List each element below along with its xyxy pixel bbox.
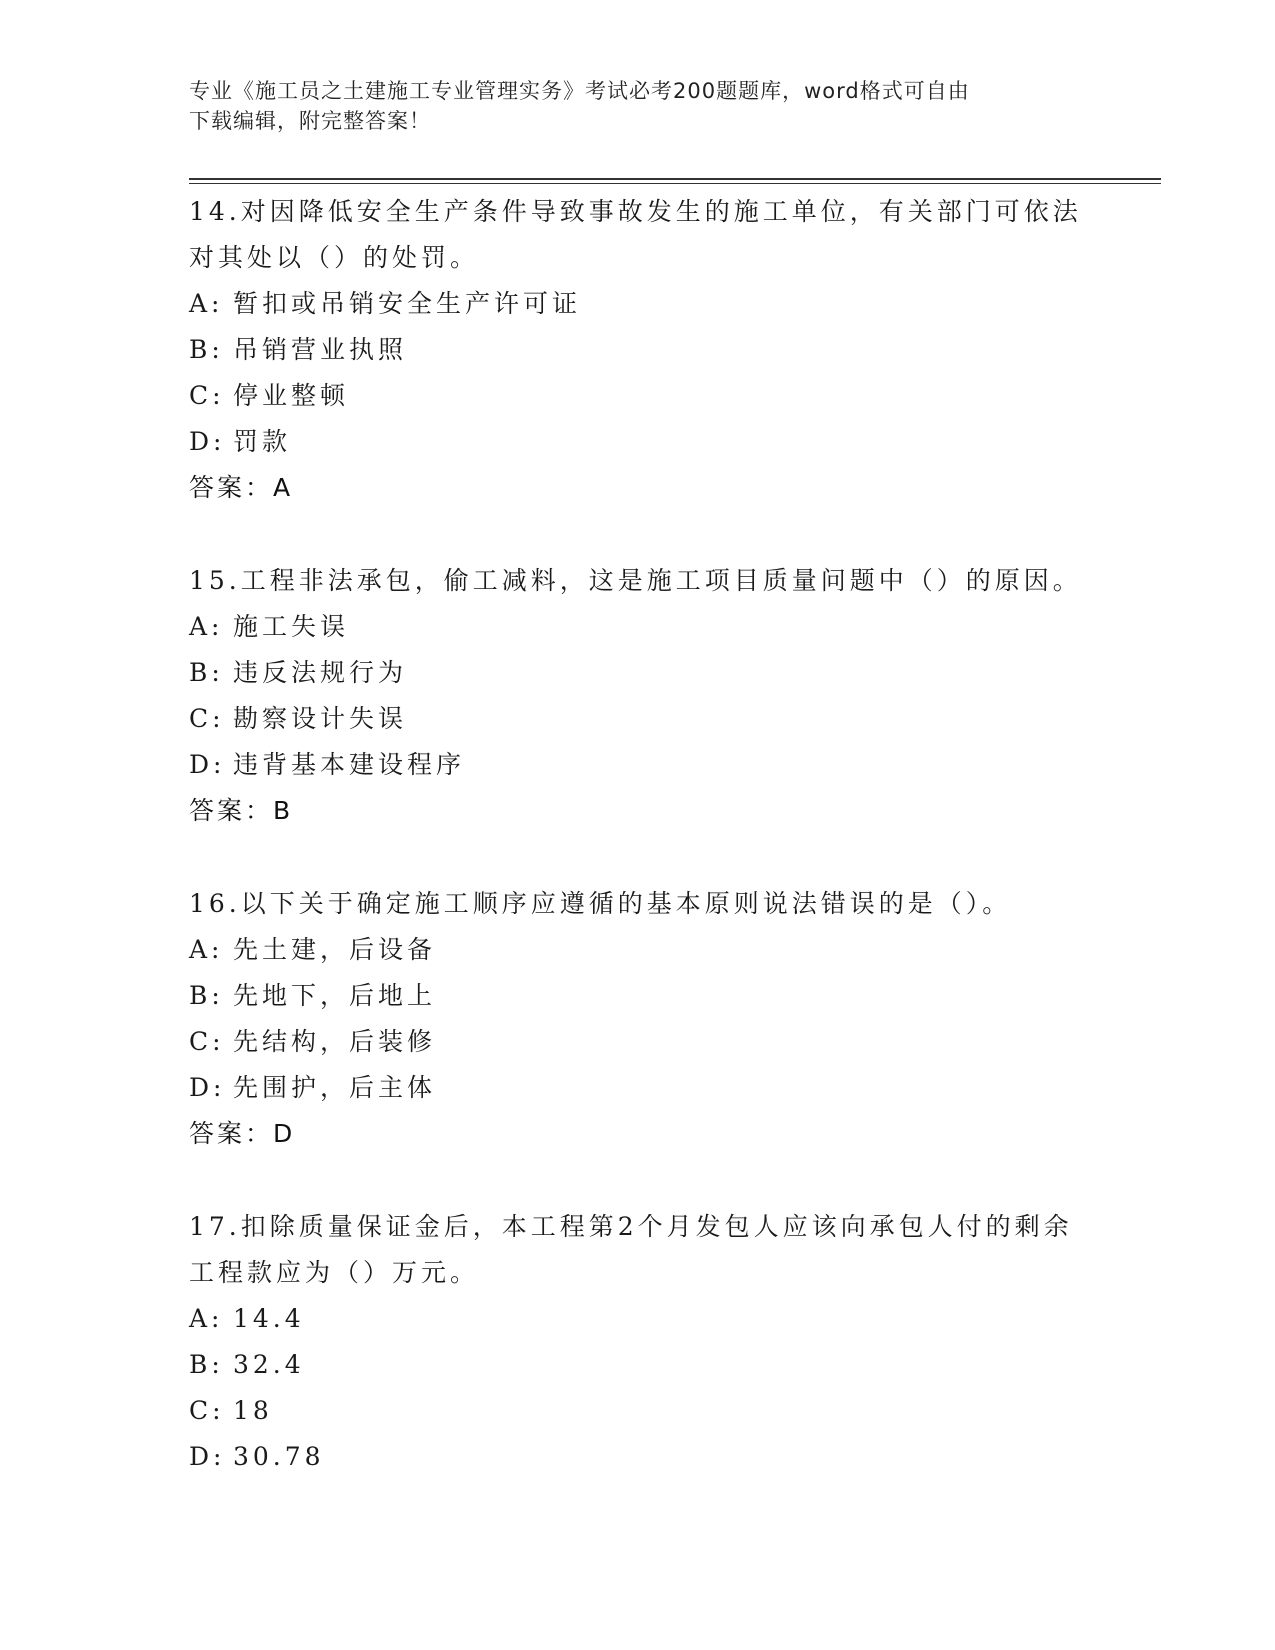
header-line-1: 专业《施工员之土建施工专业管理实务》考试必考200题题库，word格式可自由 <box>189 79 970 103</box>
option-text: 先地下，后地上 <box>233 981 437 1010</box>
option-letter: B: <box>189 981 224 1010</box>
header-divider-thin <box>189 183 1161 184</box>
option-letter: B: <box>189 1350 224 1379</box>
option-letter: A: <box>189 1304 224 1333</box>
question-stem-line-1: 14.对因降低安全生产条件导致事故发生的施工单位，有关部门可依法 <box>189 197 1082 226</box>
question-17 <box>189 1204 1089 1480</box>
option-text: 30.78 <box>233 1442 325 1471</box>
option-text: 18 <box>233 1396 273 1425</box>
option-letter: D: <box>189 1442 226 1471</box>
question-stem-line-2: 工程款应为（）万元。 <box>189 1258 480 1287</box>
option-text: 违背基本建设程序 <box>233 750 466 779</box>
option-d <box>189 1434 1089 1480</box>
option-a <box>189 604 1089 650</box>
option-letter: D: <box>189 427 226 456</box>
option-text: 勘察设计失误 <box>233 704 408 733</box>
question-stem-line-1: 15.工程非法承包，偷工减料，这是施工项目质量问题中（）的原因。 <box>189 566 1082 595</box>
option-text: 吊销营业执照 <box>233 335 408 364</box>
answer-line: 答案：B <box>189 796 294 825</box>
option-letter: D: <box>189 1073 226 1102</box>
answer-line: 答案：D <box>189 1119 296 1148</box>
document-header <box>189 76 1089 136</box>
option-text: 违反法规行为 <box>233 658 408 687</box>
option-text: 罚款 <box>233 427 292 456</box>
option-text: 停业整顿 <box>233 381 350 410</box>
header-line-2: 下载编辑，附完整答案！ <box>189 109 431 133</box>
option-letter: D: <box>189 750 226 779</box>
option-c <box>189 1019 1089 1065</box>
option-text: 先围护，后主体 <box>233 1073 437 1102</box>
option-letter: A: <box>189 612 224 641</box>
option-b <box>189 650 1089 696</box>
option-letter: C: <box>189 1027 225 1056</box>
header-divider-thick <box>189 178 1161 180</box>
option-d <box>189 1065 1089 1111</box>
question-16 <box>189 881 1089 1157</box>
question-stem-line-1: 16.以下关于确定施工顺序应遵循的基本原则说法错误的是（）。 <box>189 889 1012 918</box>
option-c <box>189 1388 1089 1434</box>
option-text: 暂扣或吊销安全生产许可证 <box>233 289 582 318</box>
option-letter: C: <box>189 1396 225 1425</box>
option-letter: B: <box>189 335 224 364</box>
option-d <box>189 419 1089 465</box>
question-stem-line-2: 对其处以（）的处罚。 <box>189 243 480 272</box>
option-text: 先结构，后装修 <box>233 1027 437 1056</box>
option-c <box>189 696 1089 742</box>
option-b <box>189 973 1089 1019</box>
option-a <box>189 281 1089 327</box>
option-letter: C: <box>189 381 225 410</box>
option-b <box>189 327 1089 373</box>
option-letter: B: <box>189 658 224 687</box>
option-b <box>189 1342 1089 1388</box>
question-list <box>189 189 1089 1527</box>
option-letter: A: <box>189 289 224 318</box>
option-letter: A: <box>189 935 224 964</box>
option-text: 施工失误 <box>233 612 350 641</box>
question-15 <box>189 558 1089 834</box>
option-text: 14.4 <box>233 1304 305 1333</box>
option-a <box>189 927 1089 973</box>
option-c <box>189 373 1089 419</box>
option-a <box>189 1296 1089 1342</box>
option-text: 先土建，后设备 <box>233 935 437 964</box>
option-text: 32.4 <box>233 1350 305 1379</box>
question-stem-line-1: 17.扣除质量保证金后，本工程第2个月发包人应该向承包人付的剩余 <box>189 1212 1073 1241</box>
option-d <box>189 742 1089 788</box>
option-letter: C: <box>189 704 225 733</box>
answer-line: 答案：A <box>189 473 294 502</box>
question-14 <box>189 189 1089 511</box>
